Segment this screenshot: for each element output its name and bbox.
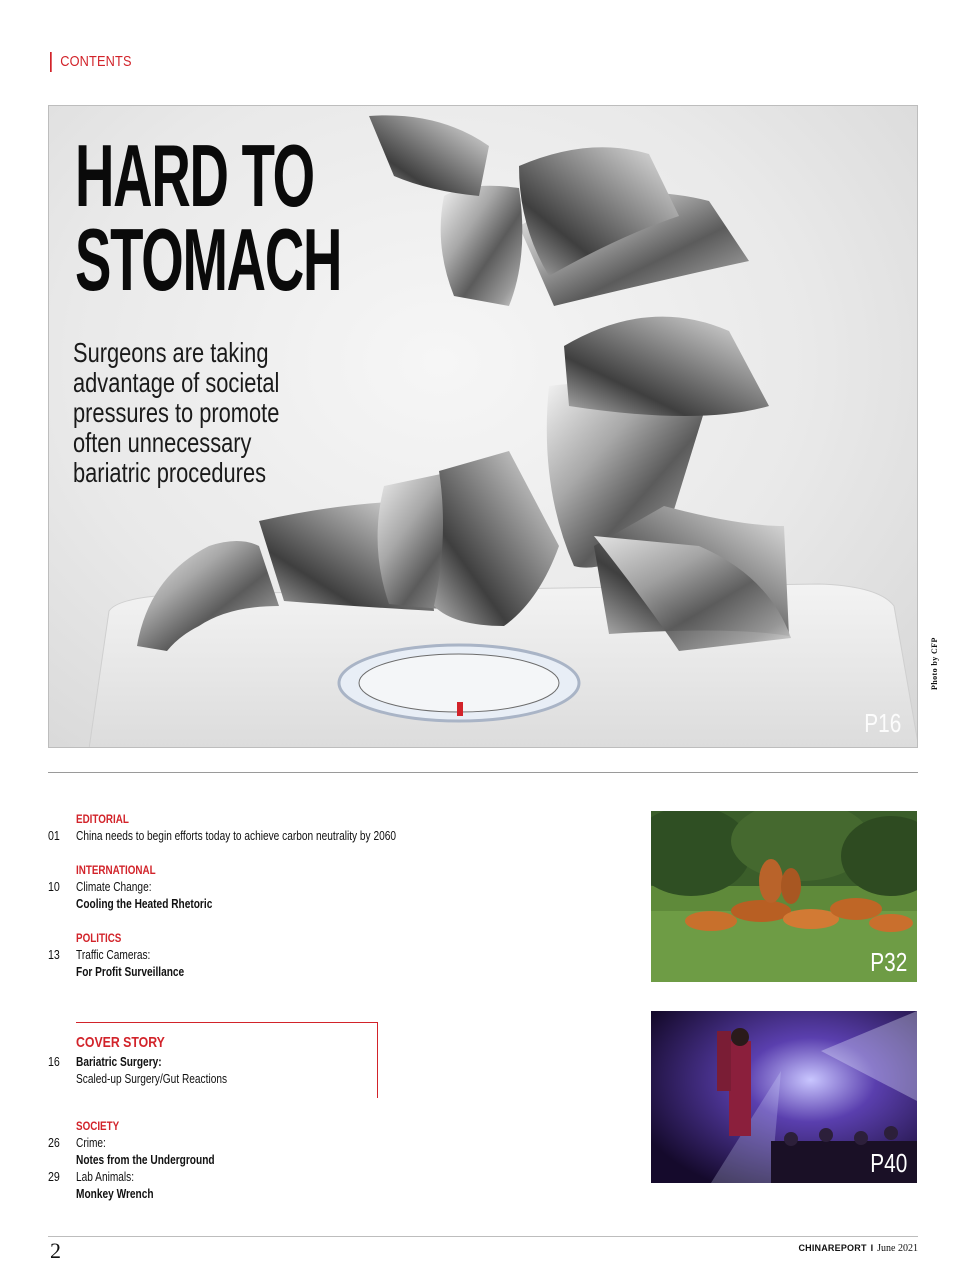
section-label: CONTENTS (50, 52, 132, 72)
footer-publication-info (798, 1243, 918, 1254)
toc-entry[interactable] (48, 946, 448, 980)
cover-page-ref: P16 (863, 708, 901, 738)
toc-section-cover-story (48, 1053, 448, 1087)
footer-divider (48, 1236, 918, 1237)
cover-hero-image[interactable] (48, 105, 918, 748)
tigers-photo[interactable] (651, 811, 917, 982)
toc-category: SOCIETY (76, 1119, 120, 1133)
toc-page-number: 29 (48, 1169, 60, 1184)
toc-page-number: 01 (48, 828, 60, 843)
page-number: 2 (50, 1238, 61, 1263)
toc-entry-kicker: Climate Change: (76, 879, 152, 894)
toc-entry-kicker: Lab Animals: (76, 1169, 135, 1184)
issue-date: June 2021 (877, 1243, 918, 1254)
publication-name: CHINAREPORT (798, 1243, 867, 1253)
photo-credit: Photo by CFP (930, 637, 939, 690)
toc-entry[interactable] (48, 1053, 448, 1087)
toc-page-number: 10 (48, 879, 60, 894)
cover-subheadline: Surgeons are taking advantage of societal pressures to promote often unnecessary bariatric procedures (73, 337, 280, 488)
toc-section-editorial (48, 811, 448, 844)
cover-headline (75, 126, 342, 309)
toc-entry-title: Cooling the Heated Rhetoric (76, 896, 213, 911)
toc-section-society (48, 1118, 448, 1202)
toc-page-number: 26 (48, 1135, 60, 1150)
toc-category: INTERNATIONAL (76, 863, 156, 877)
toc-entry-title: For Profit Surveillance (76, 964, 185, 979)
toc-entry[interactable] (48, 827, 448, 844)
side-image-page-ref: P32 (869, 947, 907, 977)
concert-photo[interactable] (651, 1011, 917, 1183)
toc-page-number: 16 (48, 1054, 60, 1069)
toc-category-cover-story: COVER STORY (76, 1034, 165, 1051)
toc-entry-text (76, 1134, 215, 1168)
headline-line-2: STOMACH (75, 210, 342, 309)
toc-entry-text (76, 1053, 227, 1087)
toc-category: EDITORIAL (76, 812, 129, 826)
toc-section-politics (48, 930, 448, 980)
toc-category: POLITICS (76, 931, 122, 945)
toc-entry-text (76, 946, 184, 980)
toc-entry-kicker: Traffic Cameras: (76, 947, 151, 962)
section-divider (48, 772, 918, 773)
toc-section-international (48, 862, 448, 912)
headline-line-1: HARD TO (75, 126, 314, 225)
toc-page-number: 13 (48, 947, 60, 962)
toc-entry[interactable] (48, 1168, 448, 1202)
toc-entry[interactable] (48, 878, 448, 912)
toc-entry-kicker: Crime: (76, 1135, 106, 1150)
toc-entry-kicker: Scaled-up Surgery/Gut Reactions (76, 1071, 228, 1086)
toc-entry-text (76, 1168, 154, 1202)
toc-entry-title: Monkey Wrench (76, 1186, 154, 1201)
toc-entry-title: Bariatric Surgery: (76, 1054, 162, 1069)
footer-separator: I (870, 1243, 874, 1253)
toc-entry-text (76, 878, 212, 912)
side-image-page-ref: P40 (869, 1148, 907, 1178)
toc-entry-text: China needs to begin efforts today to achieve carbon neutrality by 2060 (76, 828, 397, 843)
toc-entry-title: Notes from the Underground (76, 1152, 215, 1167)
toc-entry[interactable] (48, 1134, 448, 1168)
